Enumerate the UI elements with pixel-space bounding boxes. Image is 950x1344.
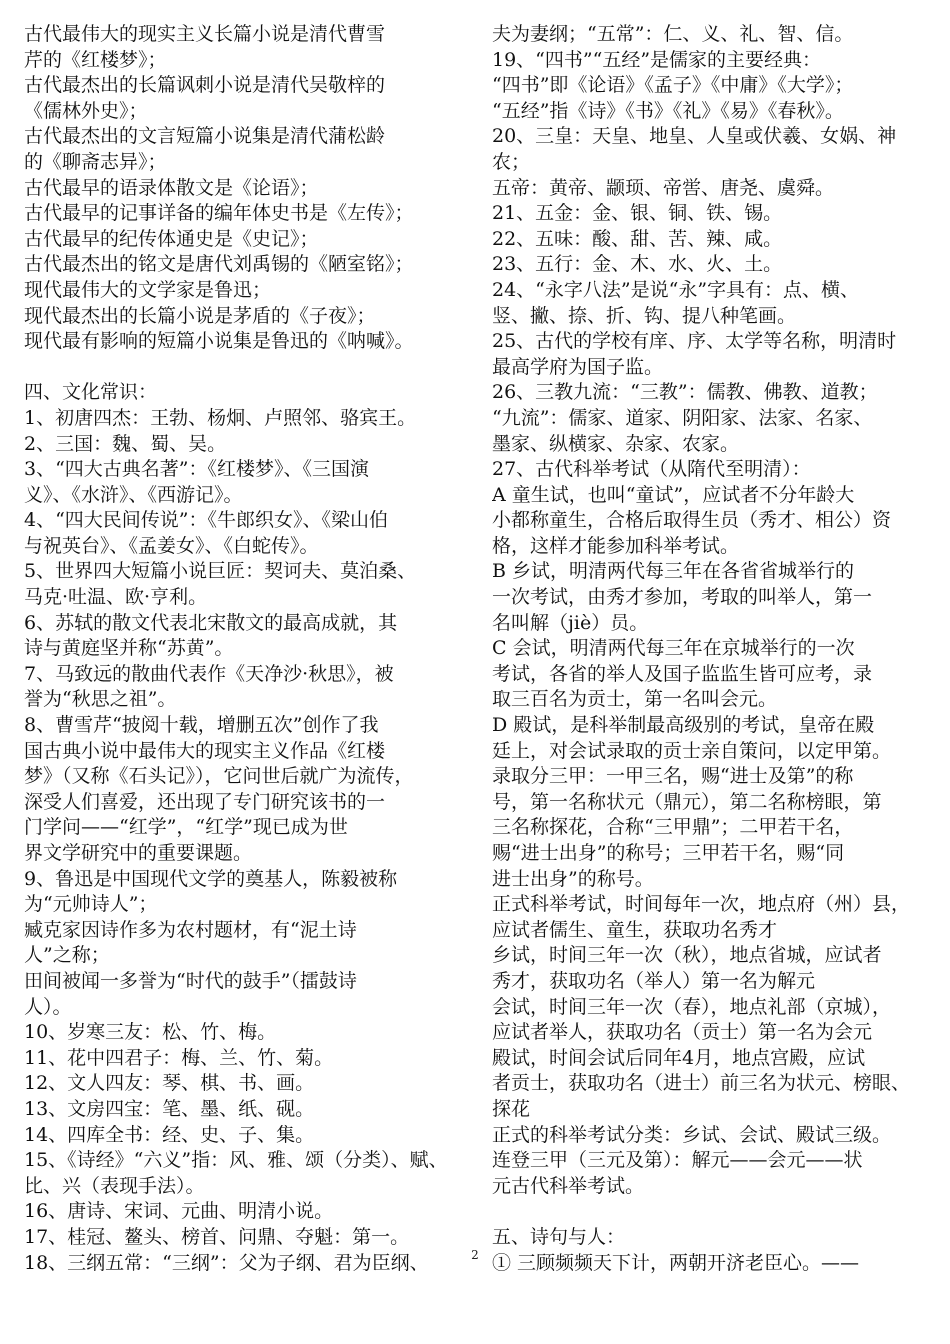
text-line: “九流”：儒家、道家、阴阳家、法家、名家、	[492, 406, 873, 429]
text-line: 应试者儒生、童生，获取功名秀才	[492, 918, 778, 941]
text-line: 门学问——“红学”，“红学”现已成为世	[24, 816, 348, 839]
text-line: 25、古代的学校有庠、序、太学等名称，明清时	[492, 330, 897, 353]
text-line: 界文学研究中的重要课题。	[24, 842, 253, 864]
text-line: 古代最杰出的铭文是唐代刘禹锡的《陋室铭》；	[24, 253, 414, 276]
right-text-column	[492, 22, 928, 1276]
page-number: 2	[471, 1248, 479, 1262]
text-line: D 殿试，是科举制最高级别的考试，皇帝在殿	[492, 714, 875, 737]
text-line: 应试者举人，获取功名（贡士）第一名为会元	[492, 1021, 873, 1044]
text-line: 臧克家因诗作多为农村题材，有“泥土诗	[24, 918, 357, 941]
text-line: 誉为“秋思之祖”。	[24, 688, 177, 711]
text-line: 马克·吐温、欧·亨利。	[24, 586, 208, 609]
text-line: 一次考试，由秀才参加，考取的叫举人，第一	[492, 586, 873, 609]
text-line: 进士出身”的称号。	[492, 867, 654, 890]
text-line: 现代最杰出的长篇小说是茅盾的《子夜》；	[24, 304, 376, 327]
text-line: 小都称童生，合格后取得生员（秀才、相公）资	[492, 509, 892, 532]
text-line: A 童生试，也叫“童试”，应试者不分年龄大	[492, 483, 855, 506]
text-line: 的《聊斋志异》；	[24, 150, 167, 173]
text-line: 元古代科举考试。	[492, 1174, 645, 1197]
text-line: 录取分三甲：一甲三名，赐“进士及第”的称	[492, 765, 854, 788]
text-line: 现代最伟大的文学家是鲁迅；	[24, 278, 272, 301]
text-line: 22、五味：酸、甜、苦、辣、咸。	[492, 227, 783, 250]
text-line: 7、马致远的散曲代表作《天净沙·秋思》，被	[24, 662, 394, 685]
text-line: 古代最早的纪传体通史是《史记》；	[24, 227, 319, 250]
text-line: 13、文房四宝：笔、墨、纸、砚。	[24, 1097, 315, 1120]
text-line: 竖、撇、捺、折、钩、提八种笔画。	[492, 304, 797, 327]
blank-line	[24, 355, 476, 381]
text-line: 芹的《红楼梦》；	[24, 48, 167, 71]
text-line: “四书”即《论语》《孟子》《中庸》《大学》；	[492, 74, 854, 97]
text-line: 27、古代科举考试（从隋代至明清）：	[492, 458, 811, 481]
text-line: 国古典小说中最伟大的现实主义作品《红楼	[24, 739, 386, 762]
text-line: 17、桂冠、鳌头、榜首、问鼎、夺魁：第一。	[24, 1225, 410, 1248]
text-line: “五经”指《诗》《书》《礼》《易》《春秋》。	[492, 99, 844, 122]
text-line: 6、苏轼的散文代表北宋散文的最高成就，其	[24, 611, 398, 634]
text-line: 23、五行：金、木、水、火、土。	[492, 253, 783, 276]
text-line: 深受人们喜爱，还出现了专门研究该书的一	[24, 790, 386, 813]
text-line: 24、“永字八法”是说“永”字具有：点、横、	[492, 278, 860, 301]
text-line: 为“元帅诗人”；	[24, 893, 158, 916]
text-line: 10、岁寒三友：松、竹、梅。	[24, 1021, 277, 1044]
text-line: 四、文化常识：	[24, 381, 158, 404]
text-line: 殿试，时间会试后同年4月，地点宫殿，应试	[492, 1046, 866, 1069]
text-line: 5、世界四大短篇小说巨匠：契诃夫、莫泊桑、	[24, 560, 417, 583]
text-line: 格，这样才能参加科举考试。	[492, 534, 740, 557]
text-line: 2、三国：魏、蜀、吴。	[24, 432, 227, 455]
text-line: 乡试，时间三年一次（秋），地点省城，应试者	[492, 944, 882, 967]
blank-line	[492, 1199, 928, 1225]
text-line: 五帝：黄帝、颛顼、帝喾、唐尧、虞舜。	[492, 176, 835, 199]
text-line: 现代最有影响的短篇小说集是鲁迅的《呐喊》。	[24, 330, 414, 353]
text-line: 8、曹雪芹“披阅十载，增删五次”创作了我	[24, 714, 379, 737]
text-line: 赐“进士出身”的称号；三甲若干名，赐“同	[492, 842, 845, 864]
text-line: 探花	[492, 1097, 531, 1120]
text-line: 11、花中四君子：梅、兰、竹、菊。	[24, 1046, 334, 1069]
text-line: 正式科举考试，时间每年一次，地点府（州）县，	[492, 893, 911, 916]
text-line: 者贡士，获取功名（进士）前三名为状元、榜眼、	[492, 1072, 911, 1095]
text-line: 田间被闻一多誉为“时代的鼓手”（擂鼓诗	[24, 969, 357, 992]
text-line: 秀才，获取功名（举人）第一名为解元	[492, 969, 816, 992]
text-line: 考试，各省的举人及国子监监生皆可应考，录	[492, 662, 873, 685]
text-line: 夫为妻纲；“五常”：仁、义、礼、智、信。	[492, 23, 854, 45]
text-line: 12、文人四友：琴、棋、书、画。	[24, 1072, 315, 1095]
text-line: 古代最早的语录体散文是《论语》；	[24, 176, 319, 199]
text-line: 比、兴（表现手法）。	[24, 1174, 205, 1197]
text-line: 连登三甲（三元及第）：解元——会元——状	[492, 1149, 863, 1172]
text-line: 古代最伟大的现实主义长篇小说是清代曹雪	[24, 23, 386, 45]
text-line: 20、三皇：天皇、地皇、人皇或伏羲、女娲、神	[492, 125, 897, 148]
text-line: 18、三纲五常：“三纲”：父为子纲、君为臣纲、	[24, 1251, 429, 1274]
text-line: 古代最杰出的长篇讽刺小说是清代吴敬梓的	[24, 74, 386, 97]
text-line: 19、“四书”“五经”是儒家的主要经典：	[492, 48, 822, 71]
text-line: 9、鲁迅是中国现代文学的奠基人，陈毅被称	[24, 867, 398, 890]
text-line: 名叫解（jiè）员。	[492, 611, 649, 634]
text-line: 26、三教九流：“三教”：儒教、佛教、道教；	[492, 381, 878, 404]
text-line: 人”之称；	[24, 944, 110, 967]
text-line: 三名称探花，合称“三甲鼎”；二甲若干名，	[492, 816, 854, 839]
text-line: 《儒林外史》；	[24, 99, 148, 122]
text-line: 五、诗句与人：	[492, 1225, 626, 1248]
text-line: ① 三顾频频天下计，两朝开济老臣心。——	[492, 1251, 860, 1274]
text-line: 古代最杰出的文言短篇小说集是清代蒲松龄	[24, 125, 386, 148]
text-line: 会试，时间三年一次（春），地点礼部（京城），	[492, 995, 892, 1018]
text-line: 墨家、纵横家、杂家、农家。	[492, 432, 740, 455]
text-line: 人）。	[24, 995, 72, 1018]
text-line: 梦》（又称《石头记》），它问世后就广为流传，	[24, 765, 414, 788]
text-line: 廷上，对会试录取的贡士亲自策问，以定甲第。	[492, 739, 892, 762]
text-line: C 会试，明清两代每三年在京城举行的一次	[492, 637, 855, 660]
text-line: 21、五金：金、银、铜、铁、锡。	[492, 202, 783, 225]
left-text-column	[24, 22, 476, 1276]
text-line: 古代最早的记事详备的编年体史书是《左传》；	[24, 202, 414, 225]
text-line: 号，第一名称状元（鼎元），第二名称榜眼，第	[492, 790, 882, 813]
text-line: 15、《诗经》“六义”指：风、雅、颂（分类）、赋、	[24, 1149, 448, 1172]
text-line: 与祝英台》、《孟姜女》、《白蛇传》。	[24, 534, 319, 557]
text-line: 最高学府为国子监。	[492, 355, 664, 378]
text-line: 正式的科举考试分类：乡试、会试、殿试三级。	[492, 1123, 892, 1146]
text-line: 1、初唐四杰：王勃、杨炯、卢照邻、骆宾王。	[24, 406, 417, 429]
text-line: 3、“四大古典名著”：《红楼梦》、《三国演	[24, 458, 370, 481]
text-line: 诗与黄庭坚并称“苏黄”。	[24, 637, 234, 660]
text-line: 农；	[492, 150, 531, 173]
text-line: 4、“四大民间传说”：《牛郎织女》、《梁山伯	[24, 509, 389, 532]
text-line: 义》、《水浒》、《西游记》。	[24, 483, 243, 506]
text-line: 取三百名为贡士，第一名叫会元。	[492, 688, 778, 711]
text-line: B 乡试，明清两代每三年在各省省城举行的	[492, 560, 855, 583]
text-line: 16、唐诗、宋词、元曲、明清小说。	[24, 1200, 334, 1223]
text-line: 14、四库全书：经、史、子、集。	[24, 1123, 315, 1146]
